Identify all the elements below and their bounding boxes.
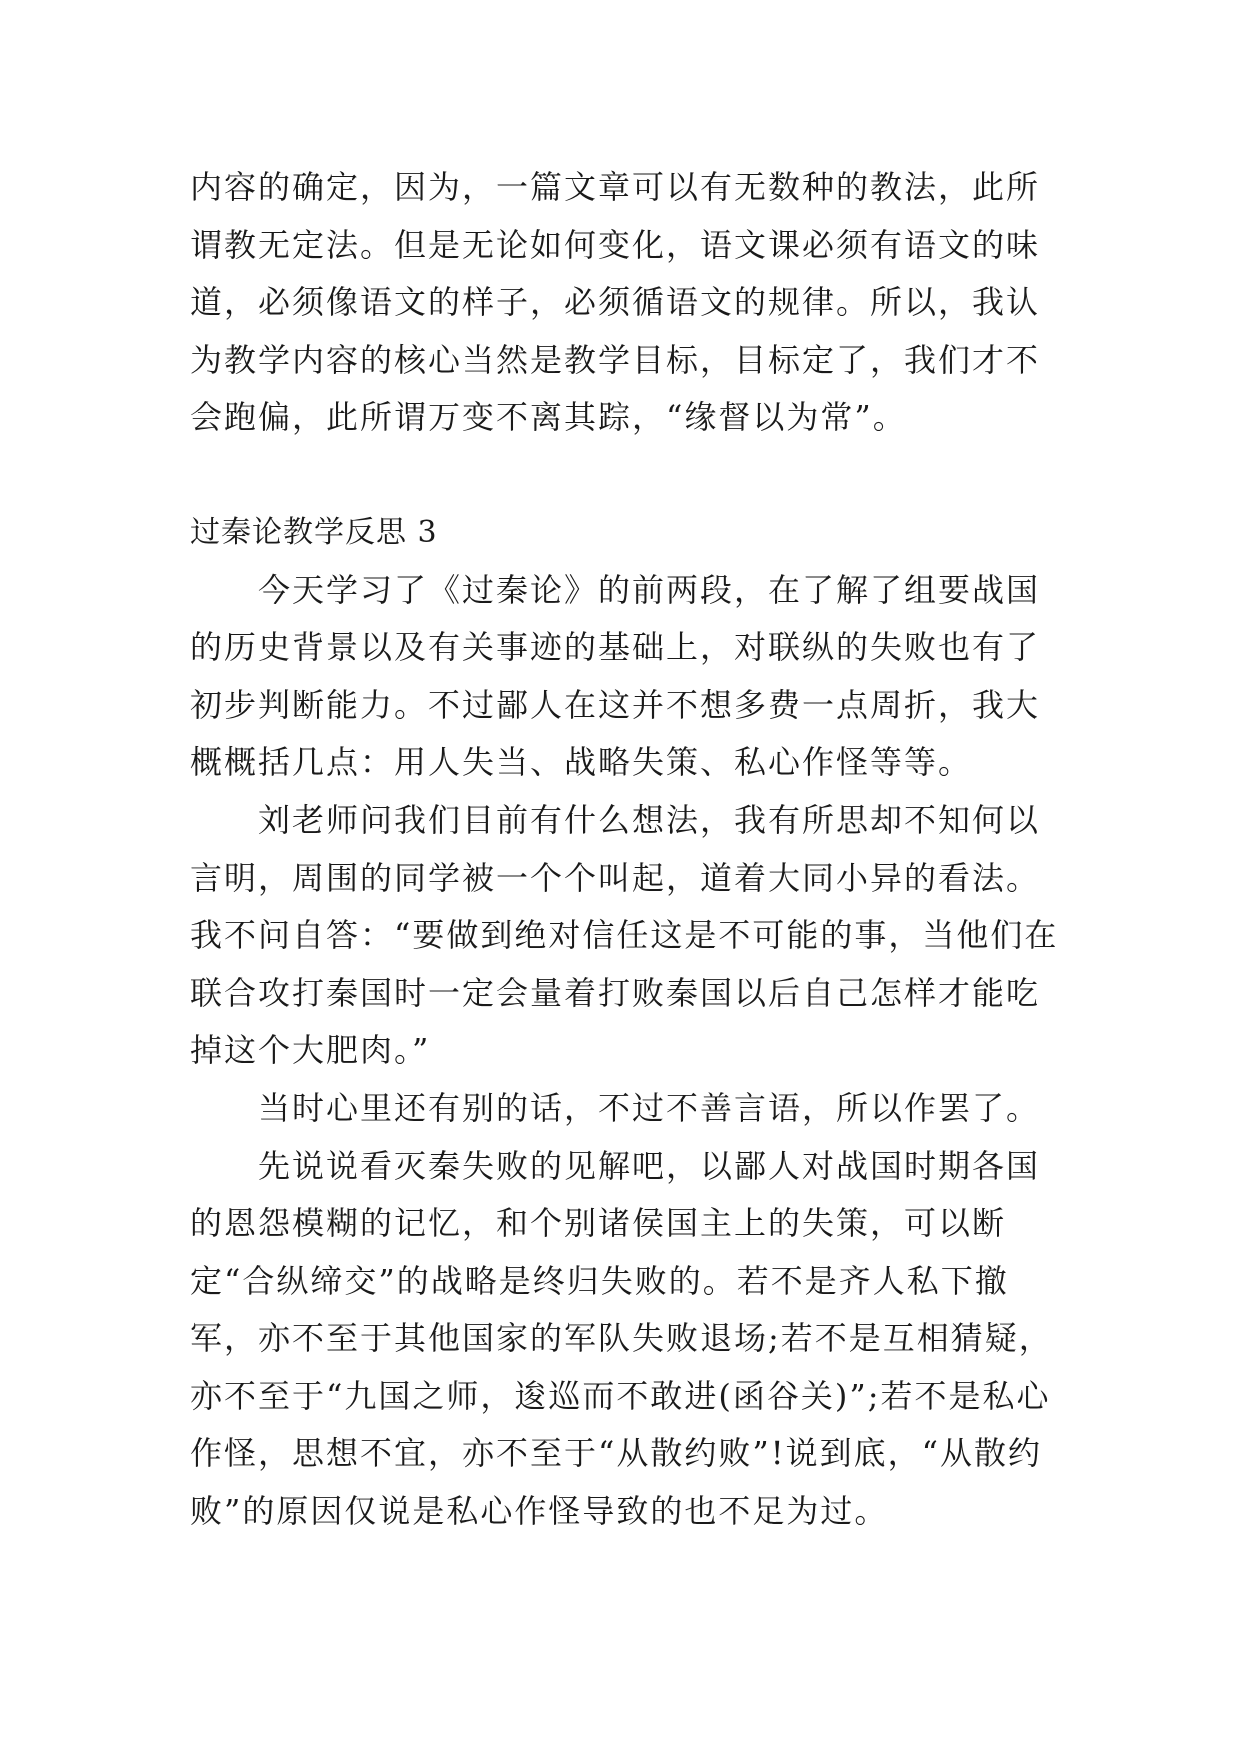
body-paragraph-1: 今天学习了《过秦论》的前两段，在了解了组要战国的历史背景以及有关事迹的基础上，对联纵的失败也有了初步判断能力。不过鄙人在这并不想多费一点周折，我大概概括几点：用人失当、战略失策、私心作怪等等。 [190, 570, 1041, 782]
body-paragraph-3: 当时心里还有别的话，不过不善言语，所以作罢了。 [258, 1088, 1041, 1127]
body-paragraph-4: 先说说看灭秦失败的见解吧，以鄙人对战国时期各国的恩怨模糊的记忆，和个别诸侯国主上的失策，可以断定“合纵缔交”的战略是终归失败的。若不是齐人私下撤军，亦不至于其他国家的军队失败退场;若不是互相猜疑，亦不至于“九国之师，逡巡而不敢进(函谷关)”;若不是私心作怪，思想不宜，亦不至于“从散约败”!说到底，“从散约败”的原因仅说是私心作怪导致的也不足为过。 [190, 1146, 1053, 1531]
body-paragraph-2: 刘老师问我们目前有什么想法，我有所思却不知何以言明，周围的同学被一个个叫起，道着大同小异的看法。我不问自答：“要做到绝对信任这是不可能的事，当他们在联合攻打秦国时一定会量着打败秦国以后自己怎样才能吃掉这个大肥肉。” [190, 800, 1059, 1070]
section-title: 过秦论教学反思 3 [190, 514, 438, 550]
intro-paragraph: 内容的确定，因为，一篇文章可以有无数种的教法，此所谓教无定法。但是无论如何变化，语文课必须有语文的味道，必须像语文的样子，必须循语文的规律。所以，我认为教学内容的核心当然是教学目标，目标定了，我们才不会跑偏，此所谓万变不离其踪，“缘督以为常”。 [190, 168, 1041, 437]
document-body [190, 159, 1070, 1541]
